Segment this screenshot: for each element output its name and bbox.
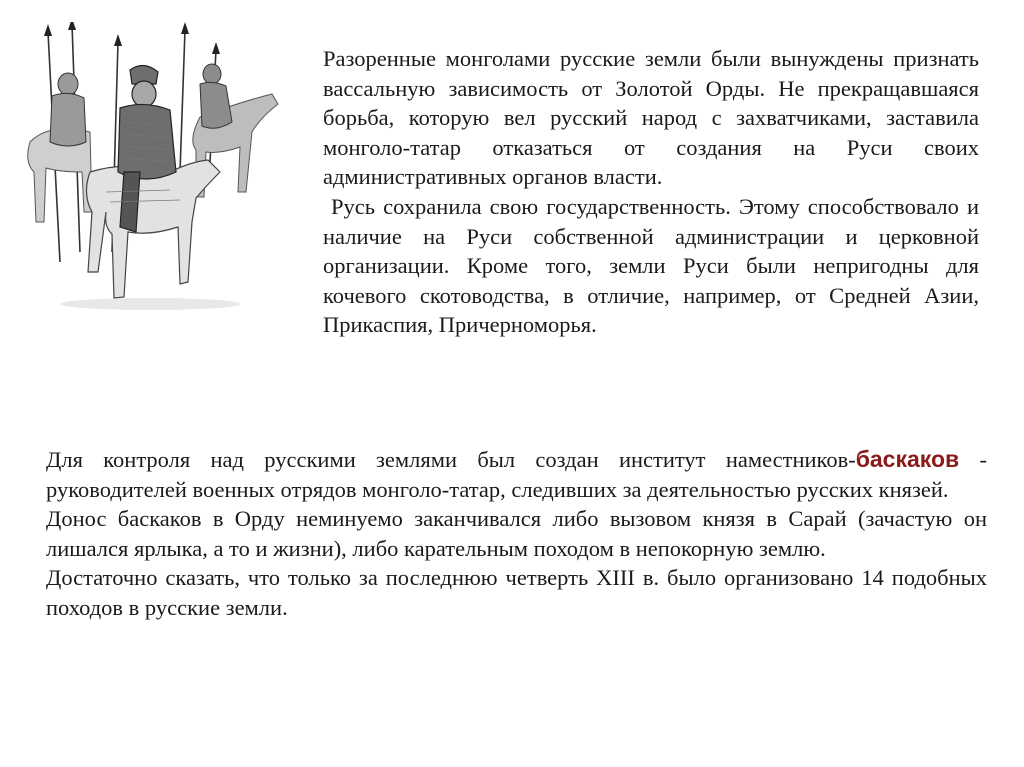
mongol-horsemen-illustration — [20, 22, 282, 318]
baskaks-paragraph-1-start: Для контроля над русскими землями был создан институт наместников- — [46, 447, 856, 472]
baskaks-paragraph-3: Достаточно сказать, что только за последнюю четверть XIII в. было организовано 14 подобных походов в русские земли. — [46, 565, 987, 620]
baskaks-paragraph-2: Донос баскаков в Орду неминуемо заканчивался либо вызовом князя в Сарай (зачастую он лишался ярлыка, а то и жизни), либо карательным походом в непокорную землю. — [46, 506, 987, 561]
intro-paragraph-2: Русь сохранила свою государственность. Этому способствовало и наличие на Руси собственной администрации и церковной организации. Кроме того, земли Руси были непригодны для кочевого скотоводства, в отличие, например, от Средней Азии, Прикаспия, Причерноморья. — [323, 193, 979, 338]
baskaks-text-block — [46, 445, 987, 623]
baskaks-term: баскаков — [855, 446, 960, 472]
baskaks-paragraph-1-end: - руководителей военных отрядов монголо-татар, следивших за деятельностью русских князей. — [46, 447, 987, 502]
baskaks-paragraph-1 — [46, 445, 987, 504]
intro-paragraph-1: Разоренные монголами русские земли были вынуждены признать вассальную зависимость от Золотой Орды. Не прекращавшаяся борьба, которую вел русский народ с захватчиками, заставила монголо-татар отказаться от создания на Руси своих административных органов власти. — [323, 46, 979, 190]
intro-text-block — [323, 44, 979, 340]
